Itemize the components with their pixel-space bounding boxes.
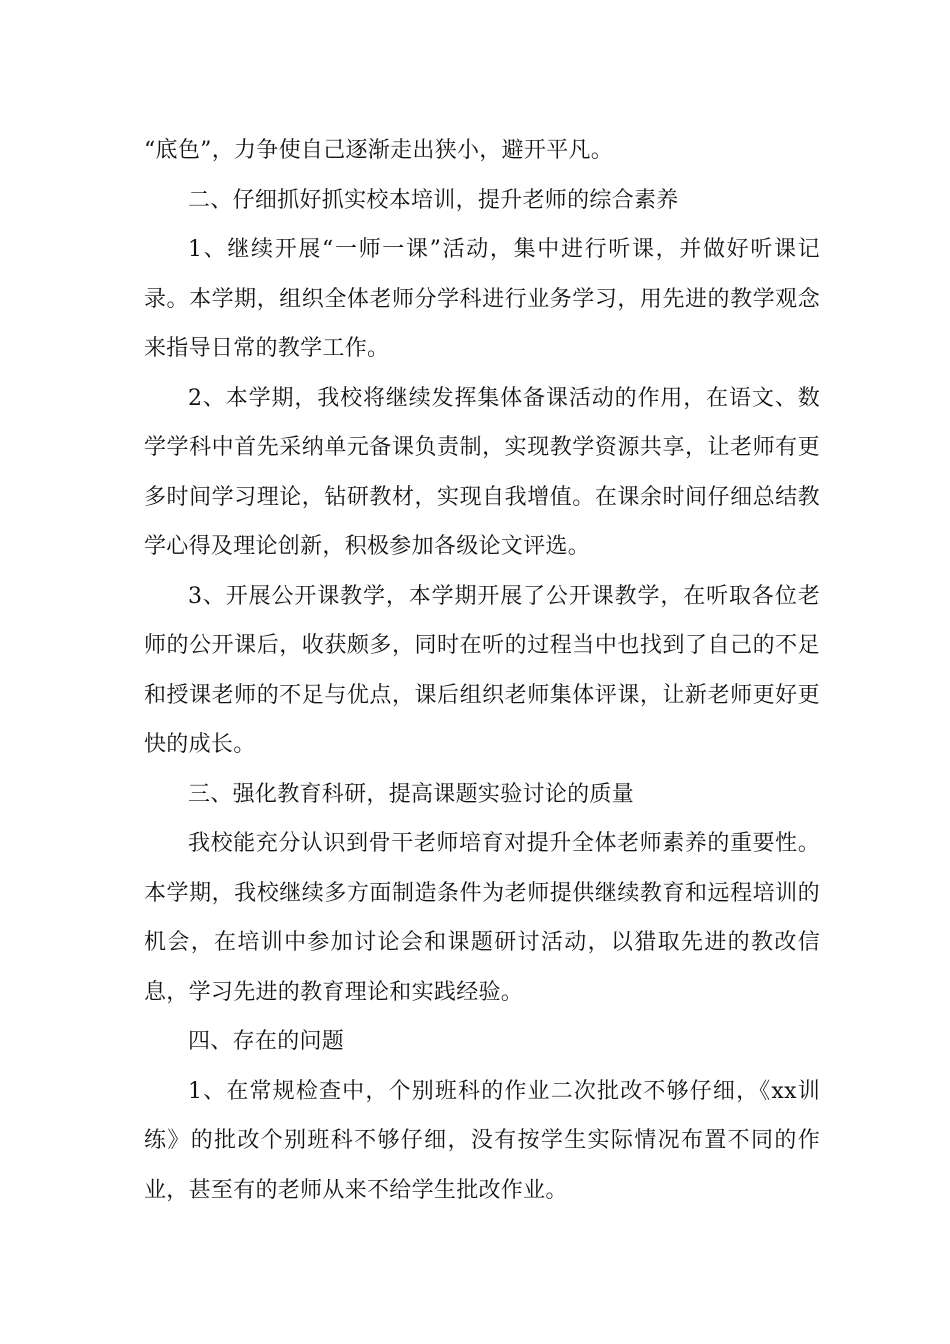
- paragraph-continuation: “底色”，力争使自己逐渐走出狭小，避开平凡。: [144, 138, 614, 163]
- paragraph-item-1: 1、继续开展“一师一课”活动，集中进行听课，并做好听课记录。本学期，组织全体老师分学科进行业务学习，用先进的教学观念来指导日常的教学工作。: [144, 237, 820, 361]
- section-heading-2: 二、仔细抓好抓实校本培训，提升老师的综合素养: [188, 187, 679, 213]
- paragraph-item-2: 2、本学期，我校将继续发挥集体备课活动的作用，在语文、数学学科中首先采纳单元备课负责制，实现教学资源共享，让老师有更多时间学习理论，钻研教材，实现自我增值。在课余时间仔细总结教学心得及理论创新，积极参加各级论文评选。: [144, 385, 820, 559]
- paragraph-problem-1: 1、在常规检查中，个别班科的作业二次批改不够仔细，《xx训练》的批改个别班科不够仔细，没有按学生实际情况布置不同的作业，甚至有的老师从来不给学生批改作业。: [144, 1078, 820, 1203]
- section-heading-4: 四、存在的问题: [188, 1029, 345, 1054]
- section-heading-3: 三、强化教育科研，提高课题实验讨论的质量: [188, 781, 635, 807]
- document-body: [144, 126, 820, 1215]
- paragraph-item-3: 3、开展公开课教学，本学期开展了公开课教学，在听取各位老师的公开课后，收获颇多，同时在听的过程当中也找到了自己的不足和授课老师的不足与优点，课后组织老师集体评课，让新老师更好更快的成长。: [144, 583, 820, 757]
- paragraph-research: 我校能充分认识到骨干老师培育对提升全体老师素养的重要性。本学期，我校继续多方面制造条件为老师提供继续教育和远程培训的机会，在培训中参加讨论会和课题研讨活动，以猎取先进的教改信息，学习先进的教育理论和实践经验。: [144, 831, 820, 1005]
